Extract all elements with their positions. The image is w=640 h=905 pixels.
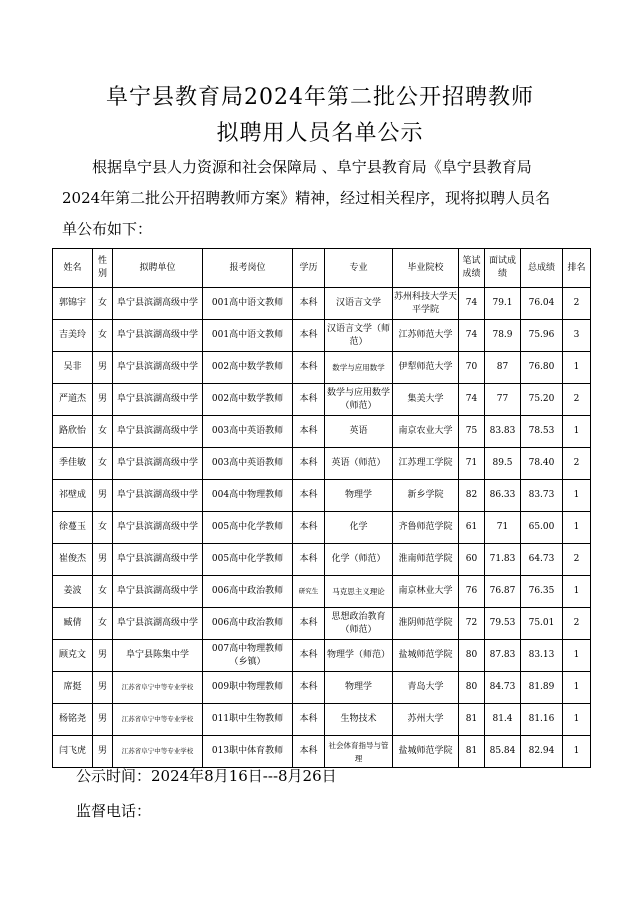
cell-unit: 阜宁县滨湖高级中学	[113, 480, 203, 512]
cell-interview: 71	[485, 512, 521, 544]
cell-gender: 女	[93, 448, 113, 480]
cell-gender: 女	[93, 416, 113, 448]
cell-gender: 女	[93, 288, 113, 320]
cell-name: 季佳敏	[53, 448, 93, 480]
cell-school: 江苏师范大学	[393, 320, 459, 352]
cell-total: 75.01	[521, 608, 563, 640]
intro-line-1: 根据阜宁县人力资源和社会保障局 、阜宁县教育局《阜宁县教育局	[92, 158, 532, 176]
header-name: 姓名	[53, 249, 93, 288]
cell-school: 盐城师范学院	[393, 736, 459, 768]
cell-rank: 3	[563, 320, 591, 352]
cell-edu: 本科	[293, 704, 325, 736]
cell-post: 004高中物理教师	[203, 480, 293, 512]
cell-total: 75.20	[521, 384, 563, 416]
cell-edu: 本科	[293, 416, 325, 448]
intro-line-3: 单公布如下：	[62, 220, 153, 238]
cell-major: 马克思主义理论	[325, 576, 393, 608]
cell-total: 76.35	[521, 576, 563, 608]
cell-rank: 2	[563, 608, 591, 640]
cell-edu: 研究生	[293, 576, 325, 608]
cell-interview: 87.83	[485, 640, 521, 672]
cell-post: 005高中化学教师	[203, 512, 293, 544]
table-row	[53, 512, 591, 544]
cell-major: 英语（师范）	[325, 448, 393, 480]
cell-major: 化学	[325, 512, 393, 544]
cell-written: 74	[459, 288, 485, 320]
cell-interview: 77	[485, 384, 521, 416]
cell-major: 数学与应用数学	[325, 352, 393, 384]
cell-written: 80	[459, 672, 485, 704]
cell-interview: 87	[485, 352, 521, 384]
cell-total: 78.40	[521, 448, 563, 480]
cell-post: 001高中语文教师	[203, 320, 293, 352]
cell-gender: 男	[93, 704, 113, 736]
table-row	[53, 480, 591, 512]
cell-name: 顾克文	[53, 640, 93, 672]
header-rank: 排名	[563, 249, 591, 288]
cell-gender: 女	[93, 320, 113, 352]
cell-school: 淮南师范学院	[393, 544, 459, 576]
cell-unit: 阜宁县滨湖高级中学	[113, 320, 203, 352]
cell-interview: 83.83	[485, 416, 521, 448]
cell-written: 74	[459, 320, 485, 352]
cell-written: 76	[459, 576, 485, 608]
cell-written: 82	[459, 480, 485, 512]
header-gender: 性别	[93, 249, 113, 288]
cell-written: 71	[459, 448, 485, 480]
cell-rank: 1	[563, 480, 591, 512]
cell-name: 姜波	[53, 576, 93, 608]
cell-unit: 阜宁县滨湖高级中学	[113, 448, 203, 480]
table-row	[53, 288, 591, 320]
cell-gender: 男	[93, 480, 113, 512]
supervision-phone: 监督电话：	[76, 802, 152, 820]
cell-name: 吉美玲	[53, 320, 93, 352]
cell-post: 005高中化学教师	[203, 544, 293, 576]
cell-rank: 1	[563, 704, 591, 736]
cell-rank: 2	[563, 544, 591, 576]
cell-school: 集美大学	[393, 384, 459, 416]
cell-post: 003高中英语教师	[203, 416, 293, 448]
cell-interview: 81.4	[485, 704, 521, 736]
cell-interview: 79.1	[485, 288, 521, 320]
cell-name: 徐蔓玉	[53, 512, 93, 544]
cell-written: 70	[459, 352, 485, 384]
cell-edu: 本科	[293, 448, 325, 480]
cell-unit: 阜宁县滨湖高级中学	[113, 512, 203, 544]
intro-paragraph	[62, 152, 582, 245]
cell-rank: 1	[563, 576, 591, 608]
cell-rank: 1	[563, 512, 591, 544]
cell-post: 001高中语文教师	[203, 288, 293, 320]
cell-major: 数学与应用数学（师范）	[325, 384, 393, 416]
cell-unit: 江苏省阜宁中等专业学校	[113, 736, 203, 768]
cell-name: 闫飞虎	[53, 736, 93, 768]
cell-rank: 1	[563, 736, 591, 768]
cell-school: 苏州大学	[393, 704, 459, 736]
cell-school: 南京农业大学	[393, 416, 459, 448]
cell-edu: 本科	[293, 512, 325, 544]
cell-rank: 1	[563, 672, 591, 704]
cell-major: 物理学	[325, 672, 393, 704]
cell-edu: 本科	[293, 608, 325, 640]
header-school: 毕业院校	[393, 249, 459, 288]
cell-school: 青岛大学	[393, 672, 459, 704]
cell-post: 002高中数学教师	[203, 384, 293, 416]
cell-gender: 女	[93, 512, 113, 544]
cell-name: 崔俊杰	[53, 544, 93, 576]
cell-name: 祁壁成	[53, 480, 93, 512]
cell-gender: 女	[93, 576, 113, 608]
cell-post: 003高中英语教师	[203, 448, 293, 480]
page-title: 阜宁县教育局2024年第二批公开招聘教师	[106, 85, 534, 110]
cell-rank: 1	[563, 416, 591, 448]
table-row	[53, 320, 591, 352]
intro-line-2: 2024年第二批公开招聘教师方案》精神，经过相关程序，现将拟聘人员名	[62, 189, 551, 207]
cell-name: 路欣怡	[53, 416, 93, 448]
header-edu: 学历	[293, 249, 325, 288]
cell-gender: 男	[93, 736, 113, 768]
cell-unit: 阜宁县陈集中学	[113, 640, 203, 672]
cell-post: 006高中政治教师	[203, 608, 293, 640]
cell-interview: 86.33	[485, 480, 521, 512]
header-unit: 拟聘单位	[113, 249, 203, 288]
candidates-table	[52, 248, 591, 768]
table-row	[53, 352, 591, 384]
page-subtitle: 拟聘用人员名单公示	[216, 121, 424, 146]
cell-major: 汉语言文学	[325, 288, 393, 320]
cell-rank: 2	[563, 288, 591, 320]
cell-total: 82.94	[521, 736, 563, 768]
cell-written: 81	[459, 736, 485, 768]
cell-rank: 1	[563, 352, 591, 384]
cell-gender: 男	[93, 672, 113, 704]
cell-unit: 阜宁县滨湖高级中学	[113, 544, 203, 576]
cell-major: 思想政治教育（师范）	[325, 608, 393, 640]
cell-unit: 阜宁县滨湖高级中学	[113, 576, 203, 608]
cell-school: 江苏理工学院	[393, 448, 459, 480]
cell-interview: 84.73	[485, 672, 521, 704]
header-written: 笔试成绩	[459, 249, 485, 288]
cell-unit: 阜宁县滨湖高级中学	[113, 608, 203, 640]
cell-rank: 2	[563, 384, 591, 416]
header-major: 专业	[325, 249, 393, 288]
table-row	[53, 416, 591, 448]
cell-post: 002高中数学教师	[203, 352, 293, 384]
publicity-period: 公示时间：2024年8月16日---8月26日	[76, 767, 337, 785]
header-interview: 面试成绩	[485, 249, 521, 288]
cell-post: 011职中生物教师	[203, 704, 293, 736]
cell-interview: 78.9	[485, 320, 521, 352]
table-row	[53, 448, 591, 480]
cell-name: 席挺	[53, 672, 93, 704]
cell-unit: 江苏省阜宁中等专业学校	[113, 704, 203, 736]
cell-post: 007高中物理教师（乡镇）	[203, 640, 293, 672]
cell-written: 81	[459, 704, 485, 736]
cell-written: 74	[459, 384, 485, 416]
cell-edu: 本科	[293, 736, 325, 768]
cell-edu: 本科	[293, 640, 325, 672]
cell-total: 83.73	[521, 480, 563, 512]
cell-name: 严道杰	[53, 384, 93, 416]
cell-post: 013职中体育教师	[203, 736, 293, 768]
cell-major: 英语	[325, 416, 393, 448]
cell-name: 郭锦宇	[53, 288, 93, 320]
cell-rank: 2	[563, 448, 591, 480]
cell-interview: 71.83	[485, 544, 521, 576]
cell-unit: 阜宁县滨湖高级中学	[113, 288, 203, 320]
cell-interview: 85.84	[485, 736, 521, 768]
cell-name: 臧倩	[53, 608, 93, 640]
cell-gender: 女	[93, 608, 113, 640]
table-row	[53, 704, 591, 736]
cell-name: 杨铭尧	[53, 704, 93, 736]
cell-edu: 本科	[293, 320, 325, 352]
table-row	[53, 672, 591, 704]
cell-interview: 79.53	[485, 608, 521, 640]
cell-interview: 89.5	[485, 448, 521, 480]
cell-edu: 本科	[293, 672, 325, 704]
cell-school: 淮阴师范学院	[393, 608, 459, 640]
cell-unit: 江苏省阜宁中等专业学校	[113, 672, 203, 704]
table-row	[53, 736, 591, 768]
cell-total: 78.53	[521, 416, 563, 448]
header-post: 报考岗位	[203, 249, 293, 288]
cell-major: 物理学（师范）	[325, 640, 393, 672]
table-row	[53, 544, 591, 576]
cell-total: 83.13	[521, 640, 563, 672]
cell-edu: 本科	[293, 288, 325, 320]
table-row	[53, 608, 591, 640]
cell-post: 009职中物理教师	[203, 672, 293, 704]
cell-school: 盐城师范学院	[393, 640, 459, 672]
cell-major: 汉语言文学（师范）	[325, 320, 393, 352]
cell-major: 化学（师范）	[325, 544, 393, 576]
cell-total: 81.16	[521, 704, 563, 736]
cell-school: 齐鲁师范学院	[393, 512, 459, 544]
cell-edu: 本科	[293, 352, 325, 384]
cell-unit: 阜宁县滨湖高级中学	[113, 384, 203, 416]
cell-rank: 1	[563, 640, 591, 672]
table-row	[53, 384, 591, 416]
cell-edu: 本科	[293, 480, 325, 512]
cell-major: 物理学	[325, 480, 393, 512]
cell-written: 61	[459, 512, 485, 544]
cell-major: 生物技术	[325, 704, 393, 736]
cell-school: 南京林业大学	[393, 576, 459, 608]
cell-written: 60	[459, 544, 485, 576]
cell-gender: 男	[93, 384, 113, 416]
cell-total: 81.89	[521, 672, 563, 704]
header-total: 总成绩	[521, 249, 563, 288]
cell-school: 苏州科技大学天平学院	[393, 288, 459, 320]
cell-total: 75.96	[521, 320, 563, 352]
table-row	[53, 576, 591, 608]
cell-unit: 阜宁县滨湖高级中学	[113, 416, 203, 448]
table-header-row	[53, 249, 591, 288]
cell-school: 新乡学院	[393, 480, 459, 512]
cell-written: 80	[459, 640, 485, 672]
cell-post: 006高中政治教师	[203, 576, 293, 608]
cell-total: 65.00	[521, 512, 563, 544]
cell-interview: 76.87	[485, 576, 521, 608]
cell-total: 76.80	[521, 352, 563, 384]
cell-school: 伊犁师范大学	[393, 352, 459, 384]
cell-unit: 阜宁县滨湖高级中学	[113, 352, 203, 384]
cell-major: 社会体育指导与管理	[325, 736, 393, 768]
cell-total: 64.73	[521, 544, 563, 576]
cell-gender: 男	[93, 640, 113, 672]
cell-edu: 本科	[293, 384, 325, 416]
table-row	[53, 640, 591, 672]
cell-edu: 本科	[293, 544, 325, 576]
cell-written: 75	[459, 416, 485, 448]
cell-total: 76.04	[521, 288, 563, 320]
cell-name: 吴非	[53, 352, 93, 384]
cell-written: 72	[459, 608, 485, 640]
cell-gender: 男	[93, 352, 113, 384]
cell-gender: 男	[93, 544, 113, 576]
